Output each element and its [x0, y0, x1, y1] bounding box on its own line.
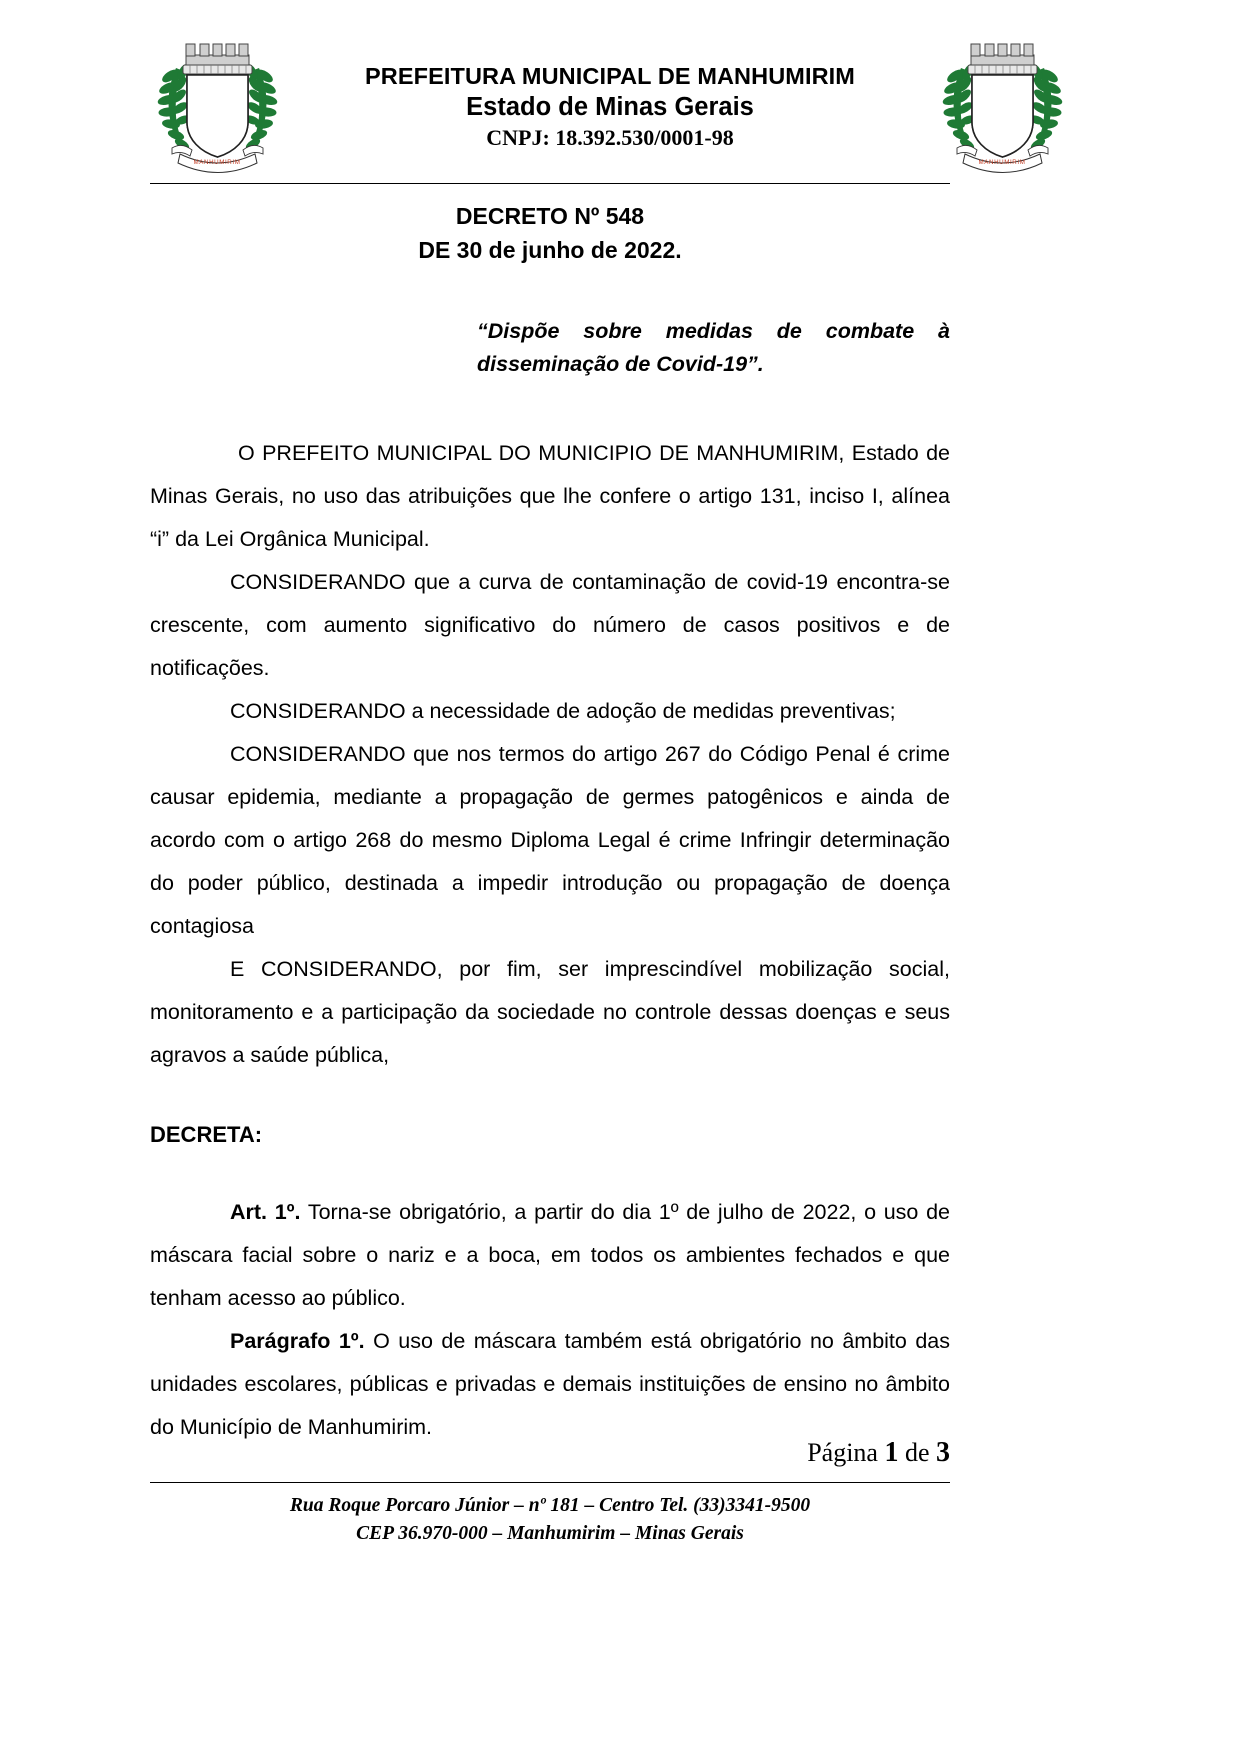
page-label-prefix: Página: [807, 1438, 885, 1467]
decree-number-line: DECRETO Nº 548: [455, 203, 645, 229]
footer-address: [150, 1492, 950, 1547]
paragraph-considerando-3: CONSIDERANDO que nos termos do artigo 267 do Código Penal é crime causar epidemia, mediante a propagação de germes patogênicos e ainda de acordo com o artigo 268 do mesmo Diploma Legal é crime Infringir determinação do poder público, destinada a impedir introdução ou propagação de doença contagiosa: [150, 742, 950, 938]
svg-text:MANHUMIRIM: MANHUMIRIM: [978, 159, 1026, 166]
decree-summary: “Dispõe sobre medidas de combate à disseminação de Covid-19”.: [477, 319, 950, 377]
article-1-text: Torna-se obrigatório, a partir do dia 1º de julho de 2022, o uso de máscara facial sobre o nariz e a boca, em todos os ambientes fechados e que tenham acesso ao público.: [150, 1200, 950, 1310]
header-line-prefeitura: PREFEITURA MUNICIPAL DE MANHUMIRIM: [365, 63, 855, 89]
decree-title: [150, 200, 950, 267]
coat-of-arms-left: [150, 30, 285, 178]
page-current: 1: [884, 1437, 899, 1468]
footer-address-line-2: CEP 36.970-000 – Manhumirim – Minas Gerais: [356, 1522, 744, 1544]
document-header: [150, 30, 1070, 180]
decree-body: [150, 432, 950, 1449]
decree-date-line: DE 30 de junho de 2022.: [418, 236, 682, 263]
mural-crown-icon: [183, 44, 252, 74]
footer-address-line-1: Rua Roque Porcaro Júnior – nº 181 – Centro Tel. (33)3341-9500: [289, 1495, 811, 1516]
svg-text:MANHUMIRIM: MANHUMIRIM: [193, 159, 241, 166]
shield-icon: [187, 75, 248, 157]
header-line-estado: Estado de Minas Gerais: [466, 92, 754, 121]
page-label-middle: de: [898, 1438, 936, 1467]
paragrafo-1-label: Parágrafo 1º.: [230, 1329, 365, 1353]
paragraph-preamble: O PREFEITO MUNICIPAL DO MUNICIPIO DE MANHUMIRIM, Estado de Minas Gerais, no uso das atribuições que lhe confere o artigo 131, inciso I, alínea “i” da Lei Orgânica Municipal.: [150, 441, 950, 551]
page-total: 3: [936, 1437, 950, 1468]
paragrafo-1-text: O uso de máscara também está obrigatório no âmbito das unidades escolares, públicas e privadas e demais instituições de ensino no âmbito do Município de Manhumirim.: [150, 1329, 950, 1439]
page-number: [150, 1436, 950, 1470]
paragraph-considerando-4: E CONSIDERANDO, por fim, ser imprescindível mobilização social, monitoramento e a participação da sociedade no controle dessas doenças e seus agravos a saúde pública,: [150, 957, 950, 1067]
paragraph-considerando-1: CONSIDERANDO que a curva de contaminação de covid-19 encontra-se crescente, com aumento significativo do número de casos positivos e de notificações.: [150, 570, 950, 680]
header-divider-rule: [150, 183, 950, 184]
article-paragrafo-1: [150, 1320, 950, 1449]
header-title-block: [285, 30, 935, 152]
article-1-label: Art. 1º.: [230, 1200, 301, 1224]
coat-of-arms-right: [935, 30, 1070, 178]
article-1: [150, 1157, 950, 1320]
footer-divider-rule: [150, 1482, 950, 1483]
paragraph-considerando-2: CONSIDERANDO a necessidade de adoção de medidas preventivas;: [230, 699, 896, 723]
header-line-cnpj: CNPJ: 18.392.530/0001-98: [486, 124, 734, 150]
decreta-heading: DECRETA:: [150, 1122, 263, 1147]
